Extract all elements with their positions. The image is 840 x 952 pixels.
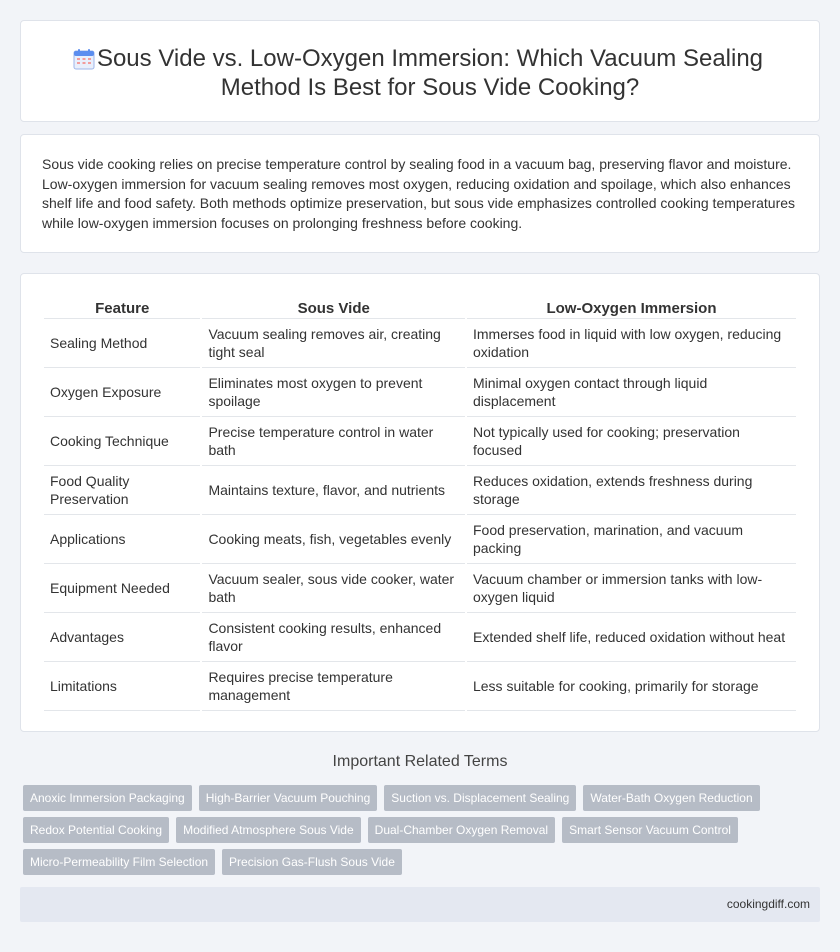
related-terms-title: Important Related Terms (332, 753, 508, 770)
related-term-tag[interactable]: Water-Bath Oxygen Reduction (583, 785, 759, 811)
feature-cell: Advantages (44, 613, 200, 662)
intro-paragraph: Sous vide cooking relies on precise temperature control by sealing food in a vacuum bag, preserving flavor and moisture. Low-oxygen immersion for vacuum sealing removes most oxygen, reducing oxidation and spoilage, which also enhances shelf life and food safety. Both methods optimize preservation, but sous vide emphasizes controlled cooking temperatures while low-oxygen immersion focuses on prolonging freshness before cooking. (42, 156, 796, 231)
table-row (44, 613, 796, 662)
related-term-tag[interactable]: Suction vs. Displacement Sealing (384, 785, 576, 811)
low-oxygen-cell: Food preservation, marination, and vacuum packing (467, 515, 796, 564)
table-row (44, 515, 796, 564)
sous-vide-cell: Vacuum sealing removes air, creating tight seal (202, 319, 465, 368)
related-term-tag[interactable]: Smart Sensor Vacuum Control (562, 817, 738, 843)
title-card (20, 20, 820, 122)
low-oxygen-cell: Immerses food in liquid with low oxygen, reducing oxidation (467, 319, 796, 368)
related-terms-list (23, 785, 803, 875)
feature-cell: Oxygen Exposure (44, 368, 200, 417)
related-term-tag[interactable]: Precision Gas-Flush Sous Vide (222, 849, 402, 875)
low-oxygen-cell: Less suitable for cooking, primarily for storage (467, 662, 796, 711)
table-row (44, 368, 796, 417)
feature-cell: Cooking Technique (44, 417, 200, 466)
sous-vide-cell: Vacuum sealer, sous vide cooker, water bath (202, 564, 465, 613)
intro-card (20, 134, 820, 253)
table-row (44, 564, 796, 613)
table-header-row (44, 295, 796, 319)
feature-cell: Sealing Method (44, 319, 200, 368)
related-term-tag[interactable]: Dual-Chamber Oxygen Removal (368, 817, 555, 843)
table-row (44, 417, 796, 466)
feature-cell: Limitations (44, 662, 200, 711)
related-term-tag[interactable]: Micro-Permeability Film Selection (23, 849, 215, 875)
sous-vide-cell: Maintains texture, flavor, and nutrients (202, 466, 465, 515)
comparison-table (42, 295, 798, 711)
sous-vide-cell: Eliminates most oxygen to prevent spoilage (202, 368, 465, 417)
feature-cell: Applications (44, 515, 200, 564)
sous-vide-cell: Precise temperature control in water bath (202, 417, 465, 466)
low-oxygen-cell: Reduces oxidation, extends freshness during storage (467, 466, 796, 515)
related-term-tag[interactable]: Redox Potential Cooking (23, 817, 169, 843)
table-row (44, 662, 796, 711)
low-oxygen-cell: Extended shelf life, reduced oxidation without heat (467, 613, 796, 662)
low-oxygen-cell: Minimal oxygen contact through liquid displacement (467, 368, 796, 417)
related-term-tag[interactable]: Modified Atmosphere Sous Vide (176, 817, 361, 843)
footer-site-link[interactable]: cookingdiff.com (726, 897, 810, 911)
sous-vide-cell: Cooking meats, fish, vegetables evenly (202, 515, 465, 564)
related-term-tag[interactable]: Anoxic Immersion Packaging (23, 785, 192, 811)
related-term-tag[interactable]: High-Barrier Vacuum Pouching (199, 785, 378, 811)
table-row (44, 319, 796, 368)
footer (20, 887, 820, 922)
header-sous-vide: Sous Vide (202, 295, 465, 319)
sous-vide-cell: Consistent cooking results, enhanced flavor (202, 613, 465, 662)
header-low-oxygen: Low-Oxygen Immersion (467, 295, 796, 319)
feature-cell: Food Quality Preservation (44, 466, 200, 515)
table-row (44, 466, 796, 515)
low-oxygen-cell: Not typically used for cooking; preservation focused (467, 417, 796, 466)
low-oxygen-cell: Vacuum chamber or immersion tanks with low-oxygen liquid (467, 564, 796, 613)
page-title: Sous Vide vs. Low-Oxygen Immersion: Which Vacuum Sealing Method Is Best for Sous Vide Cooking? (96, 45, 764, 101)
header-feature: Feature (44, 295, 200, 319)
sous-vide-cell: Requires precise temperature management (202, 662, 465, 711)
comparison-table-card (20, 273, 820, 732)
feature-cell: Equipment Needed (44, 564, 200, 613)
